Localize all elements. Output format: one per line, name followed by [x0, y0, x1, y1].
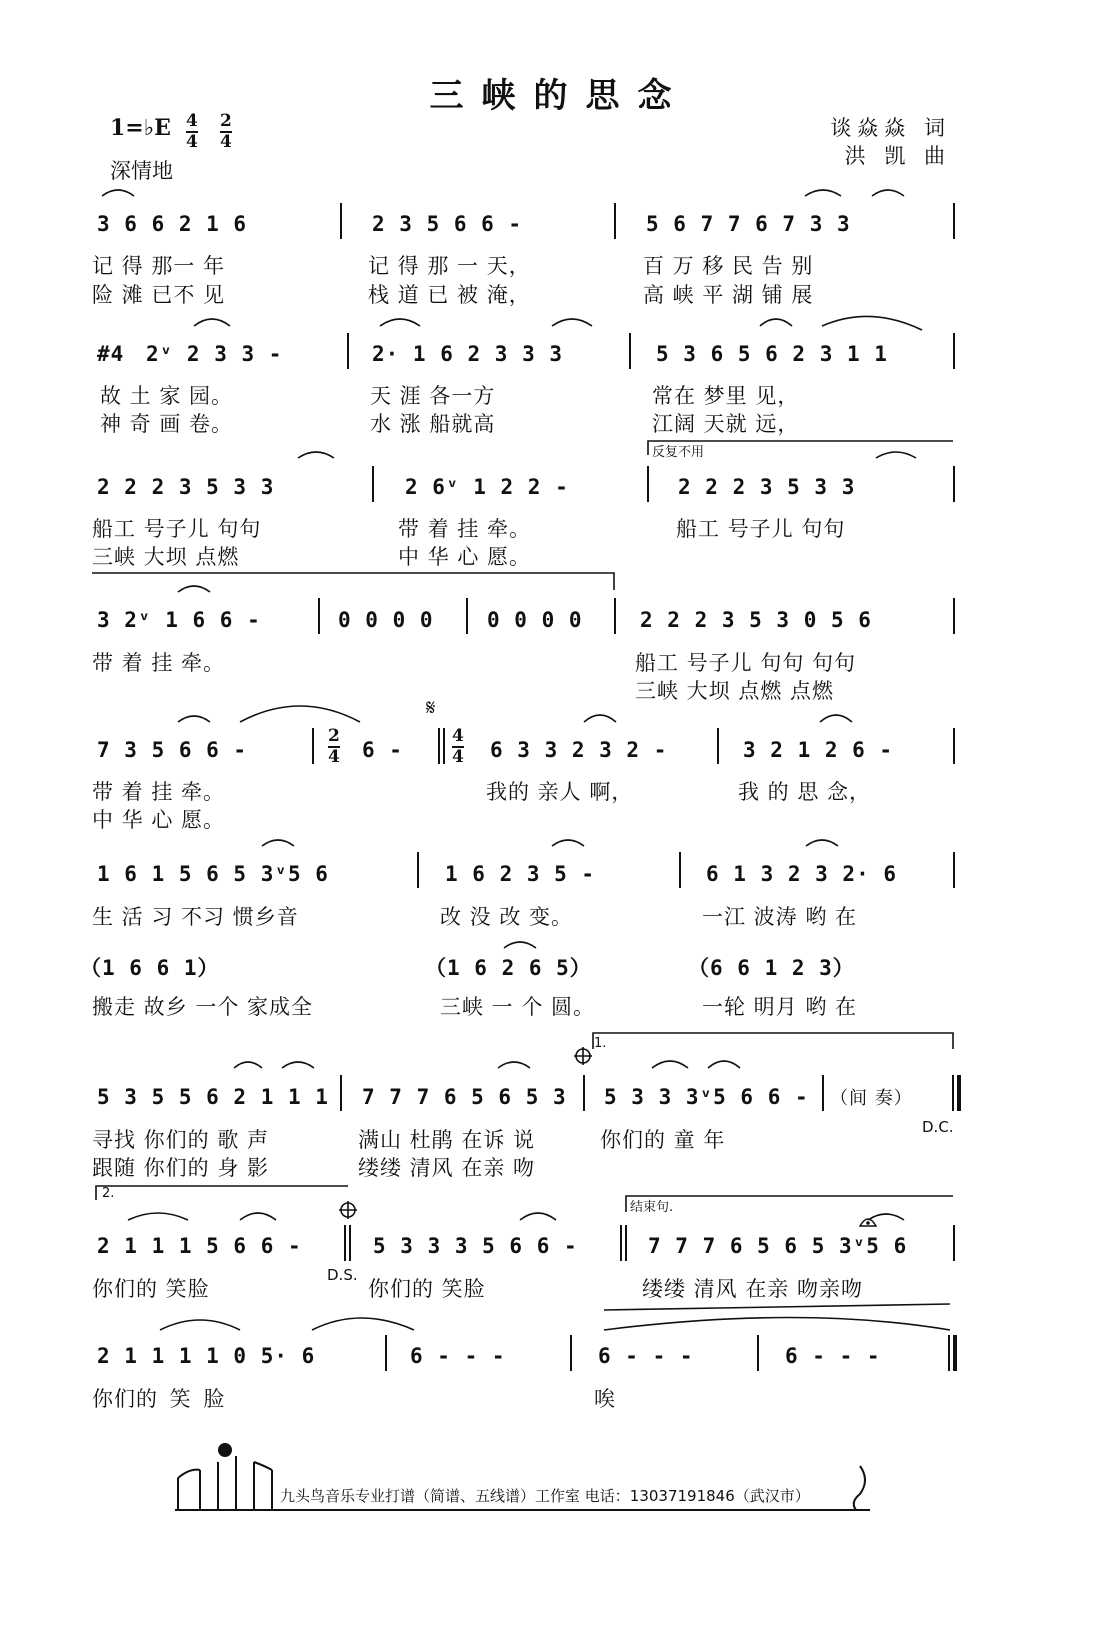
slur — [504, 942, 536, 948]
slur — [234, 1062, 262, 1068]
time-signature-b: 2 4 — [220, 111, 232, 152]
lyric-line: 你们的 笑脸 — [92, 1277, 210, 1301]
slur — [312, 1318, 414, 1330]
slur — [298, 452, 334, 458]
lyric-line: 寻找 你们的 歌 声 — [92, 1128, 270, 1152]
lyric-line: 神 奇 画 卷。 — [100, 412, 234, 436]
lyric-line: 满山 杜鹃 在诉 说 — [358, 1128, 536, 1152]
measure-notes: 6 - — [362, 738, 403, 762]
lyric-line: 险 滩 已不 见 — [92, 283, 226, 307]
slur — [806, 840, 838, 846]
slur — [380, 319, 420, 326]
lyric-line: 记 得 那 一 天， — [368, 254, 531, 278]
parenthetical-notes: （1 6 6 1） — [80, 956, 220, 980]
slur — [128, 1213, 188, 1220]
lyric-line: 船工 号子儿 句句 — [92, 517, 262, 541]
measure-notes: 7 7 7 6 5 6 5 3 — [362, 1085, 567, 1109]
slur — [805, 190, 841, 196]
measure-notes: 7 7 7 6 5 6 5 3ᵛ5 6 — [648, 1234, 908, 1258]
lyric-line: 中 华 心 愿。 — [398, 545, 532, 569]
measure-notes: 1 6 2 3 5 - — [445, 862, 596, 886]
slur — [178, 586, 210, 592]
lyric-line: 高 峡 平 湖 铺 展 — [643, 283, 814, 307]
lyric-line: 改 没 改 变。 — [440, 905, 574, 929]
measure-notes: 5 3 3 3 5 6 6 - — [373, 1234, 578, 1258]
ending-label: 结束句. — [630, 1200, 674, 1215]
lyric-line: 一轮 明月 哟 在 — [702, 995, 858, 1019]
parenthetical-notes: （1 6 2 6 5） — [425, 956, 592, 980]
measure-notes: 5 3 3 3ᵛ5 6 6 - — [604, 1085, 809, 1109]
slur — [240, 706, 360, 722]
tempo-marking: 深情地 — [110, 159, 173, 183]
lyric-line: 你们的 童 年 — [600, 1128, 726, 1152]
measure-notes: 6 - - - — [410, 1344, 506, 1368]
measure-notes: 2 1 1 1 1 0 5· 6 — [97, 1344, 316, 1368]
lyric-line: 常在 梦里 见， — [652, 384, 800, 408]
slur — [552, 319, 592, 326]
volta-bracket — [96, 1186, 348, 1200]
slur — [194, 319, 230, 326]
lyric-line: 缕缕 清风 在亲 吻 — [358, 1156, 536, 1180]
measure-notes: 2 2 2 3 5 3 3 — [678, 475, 856, 499]
lyric-line: 三峡 大坝 点燃 点燃 — [635, 679, 835, 703]
measure-notes: 6 3 3 2 3 2 - — [490, 738, 668, 762]
measure-notes: 6 - - - — [785, 1344, 881, 1368]
volta-label: 1. — [594, 1036, 607, 1051]
time-signature-change: 2 4 — [328, 726, 340, 767]
lyric-line: 三峡 一 个 圆。 — [440, 995, 596, 1019]
lyric-line: 唉 — [594, 1387, 616, 1411]
dc-marking: D.C. — [922, 1118, 954, 1136]
slur — [282, 1062, 314, 1068]
time-signature-a: 4 4 — [186, 111, 198, 152]
lyric-line: 船工 号子儿 句句 — [676, 517, 846, 541]
measure-notes: 6 - - - — [598, 1344, 694, 1368]
slur — [820, 715, 852, 722]
lyric-line: 中 华 心 愿。 — [92, 808, 226, 832]
slur — [876, 452, 916, 458]
lyric-line: 我 的 思 念， — [738, 780, 872, 804]
measure-notes: 2· 1 6 2 3 3 3 — [372, 342, 564, 366]
measure-notes: 7 3 5 6 6 - — [97, 738, 248, 762]
lyric-line: 带 着 挂 牵。 — [92, 780, 226, 804]
measure-notes: 3 6 6 2 1 6 — [97, 212, 248, 236]
segno-sign: 𝄋 — [426, 696, 436, 721]
lyric-line: 水 涨 船就高 — [370, 412, 496, 436]
measure-notes: 2ᵛ 2 3 3 - — [146, 342, 283, 366]
rest-measure: 0 0 0 0 — [338, 608, 434, 632]
measure-notes: 5 3 5 5 6 2 1 1 1 — [97, 1085, 329, 1109]
volta-label: 2. — [102, 1186, 115, 1201]
parenthetical-notes: （6 6 1 2 3） — [688, 956, 855, 980]
slur — [822, 316, 922, 330]
measure-notes: 3 2ᵛ 1 6 6 - — [97, 608, 261, 632]
composer-credit: 洪 凯 曲 — [844, 144, 951, 168]
slur — [604, 1304, 950, 1310]
slur — [160, 1320, 240, 1330]
lyric-line: 一江 波涛 哟 在 — [702, 905, 858, 929]
slur — [520, 1213, 556, 1220]
lyric-line: 带 着 挂 牵。 — [398, 517, 532, 541]
slur — [652, 1061, 688, 1068]
lyric-line: 江阔 天就 远， — [652, 412, 800, 436]
lyric-line: 记 得 那一 年 — [92, 254, 226, 278]
slur — [868, 1214, 904, 1220]
volta-bracket — [626, 1196, 953, 1212]
lyric-line: 三峡 大坝 点燃 — [92, 545, 240, 569]
measure-notes: 5 3 6 5 6 2 3 1 1 — [656, 342, 888, 366]
lyric-line: 带 着 挂 牵。 — [92, 651, 226, 675]
slur — [708, 1061, 740, 1068]
lyric-line: 你们的 笑脸 — [368, 1277, 486, 1301]
lyric-line: 百 万 移 民 告 别 — [643, 254, 814, 278]
slur — [102, 190, 134, 196]
volta-label: 反复不用 — [652, 445, 705, 460]
measure-notes: 3 2 1 2 6 - — [743, 738, 894, 762]
slur — [872, 190, 904, 196]
lyric-line: 我的 亲人 啊， — [486, 780, 634, 804]
rest-measure: 0 0 0 0 — [487, 608, 583, 632]
lyric-line: 缕缕 清风 在亲 吻亲吻 — [642, 1277, 864, 1301]
volta-bracket — [92, 573, 614, 590]
measure-notes: 1 6 1 5 6 5 3ᵛ5 6 — [97, 862, 329, 886]
lyric-line: 搬走 故乡 一个 家成全 — [92, 995, 314, 1019]
measure-notes: 6 1 3 2 3 2· 6 — [706, 862, 898, 886]
lyric-line: 天 涯 各一方 — [370, 384, 496, 408]
slur — [498, 1062, 530, 1068]
slur — [604, 1318, 950, 1331]
page-title: 三峡的思念 — [429, 76, 690, 116]
lyric-line: 故 土 家 园。 — [100, 384, 234, 408]
measure-notes: 2 6ᵛ 1 2 2 - — [405, 475, 569, 499]
volta-bracket — [593, 1033, 953, 1049]
lyricist-credit: 谈焱焱 词 — [830, 116, 951, 140]
time-signature-change: 4 4 — [452, 726, 464, 767]
slur — [552, 840, 584, 846]
measure-notes: 2 2 2 3 5 3 3 — [97, 475, 275, 499]
slur — [262, 840, 294, 846]
footer-text: 九头鸟音乐专业打谱（简谱、五线谱）工作室 电话：13037191846（武汉市） — [280, 1487, 810, 1505]
slur — [178, 716, 210, 722]
lyric-line: 跟随 你们的 身 影 — [92, 1156, 270, 1180]
lyric-line: 生 活 习 不习 惯乡音 — [92, 905, 299, 929]
lyric-line: 你们的 笑 脸 — [92, 1387, 226, 1411]
key-change: #4 — [97, 342, 125, 366]
volta-bracket — [648, 441, 953, 455]
key-signature: 1=♭E — [110, 115, 171, 141]
slur — [584, 715, 616, 722]
lyric-line: 栈 道 已 被 淹， — [368, 283, 531, 307]
measure-notes: 2 3 5 6 6 - — [372, 212, 523, 236]
interlude-label: （间 奏） — [830, 1088, 913, 1109]
slur — [240, 1213, 276, 1220]
lyric-line: 船工 号子儿 句句 句句 — [635, 651, 857, 675]
measure-notes: 2 2 2 3 5 3 0 5 6 — [640, 608, 872, 632]
measure-notes: 2 1 1 1 5 6 6 - — [97, 1234, 302, 1258]
slur — [760, 319, 792, 326]
ds-marking: D.S. — [327, 1266, 358, 1284]
measure-notes: 5 6 7 7 6 7 3 3 — [646, 212, 851, 236]
